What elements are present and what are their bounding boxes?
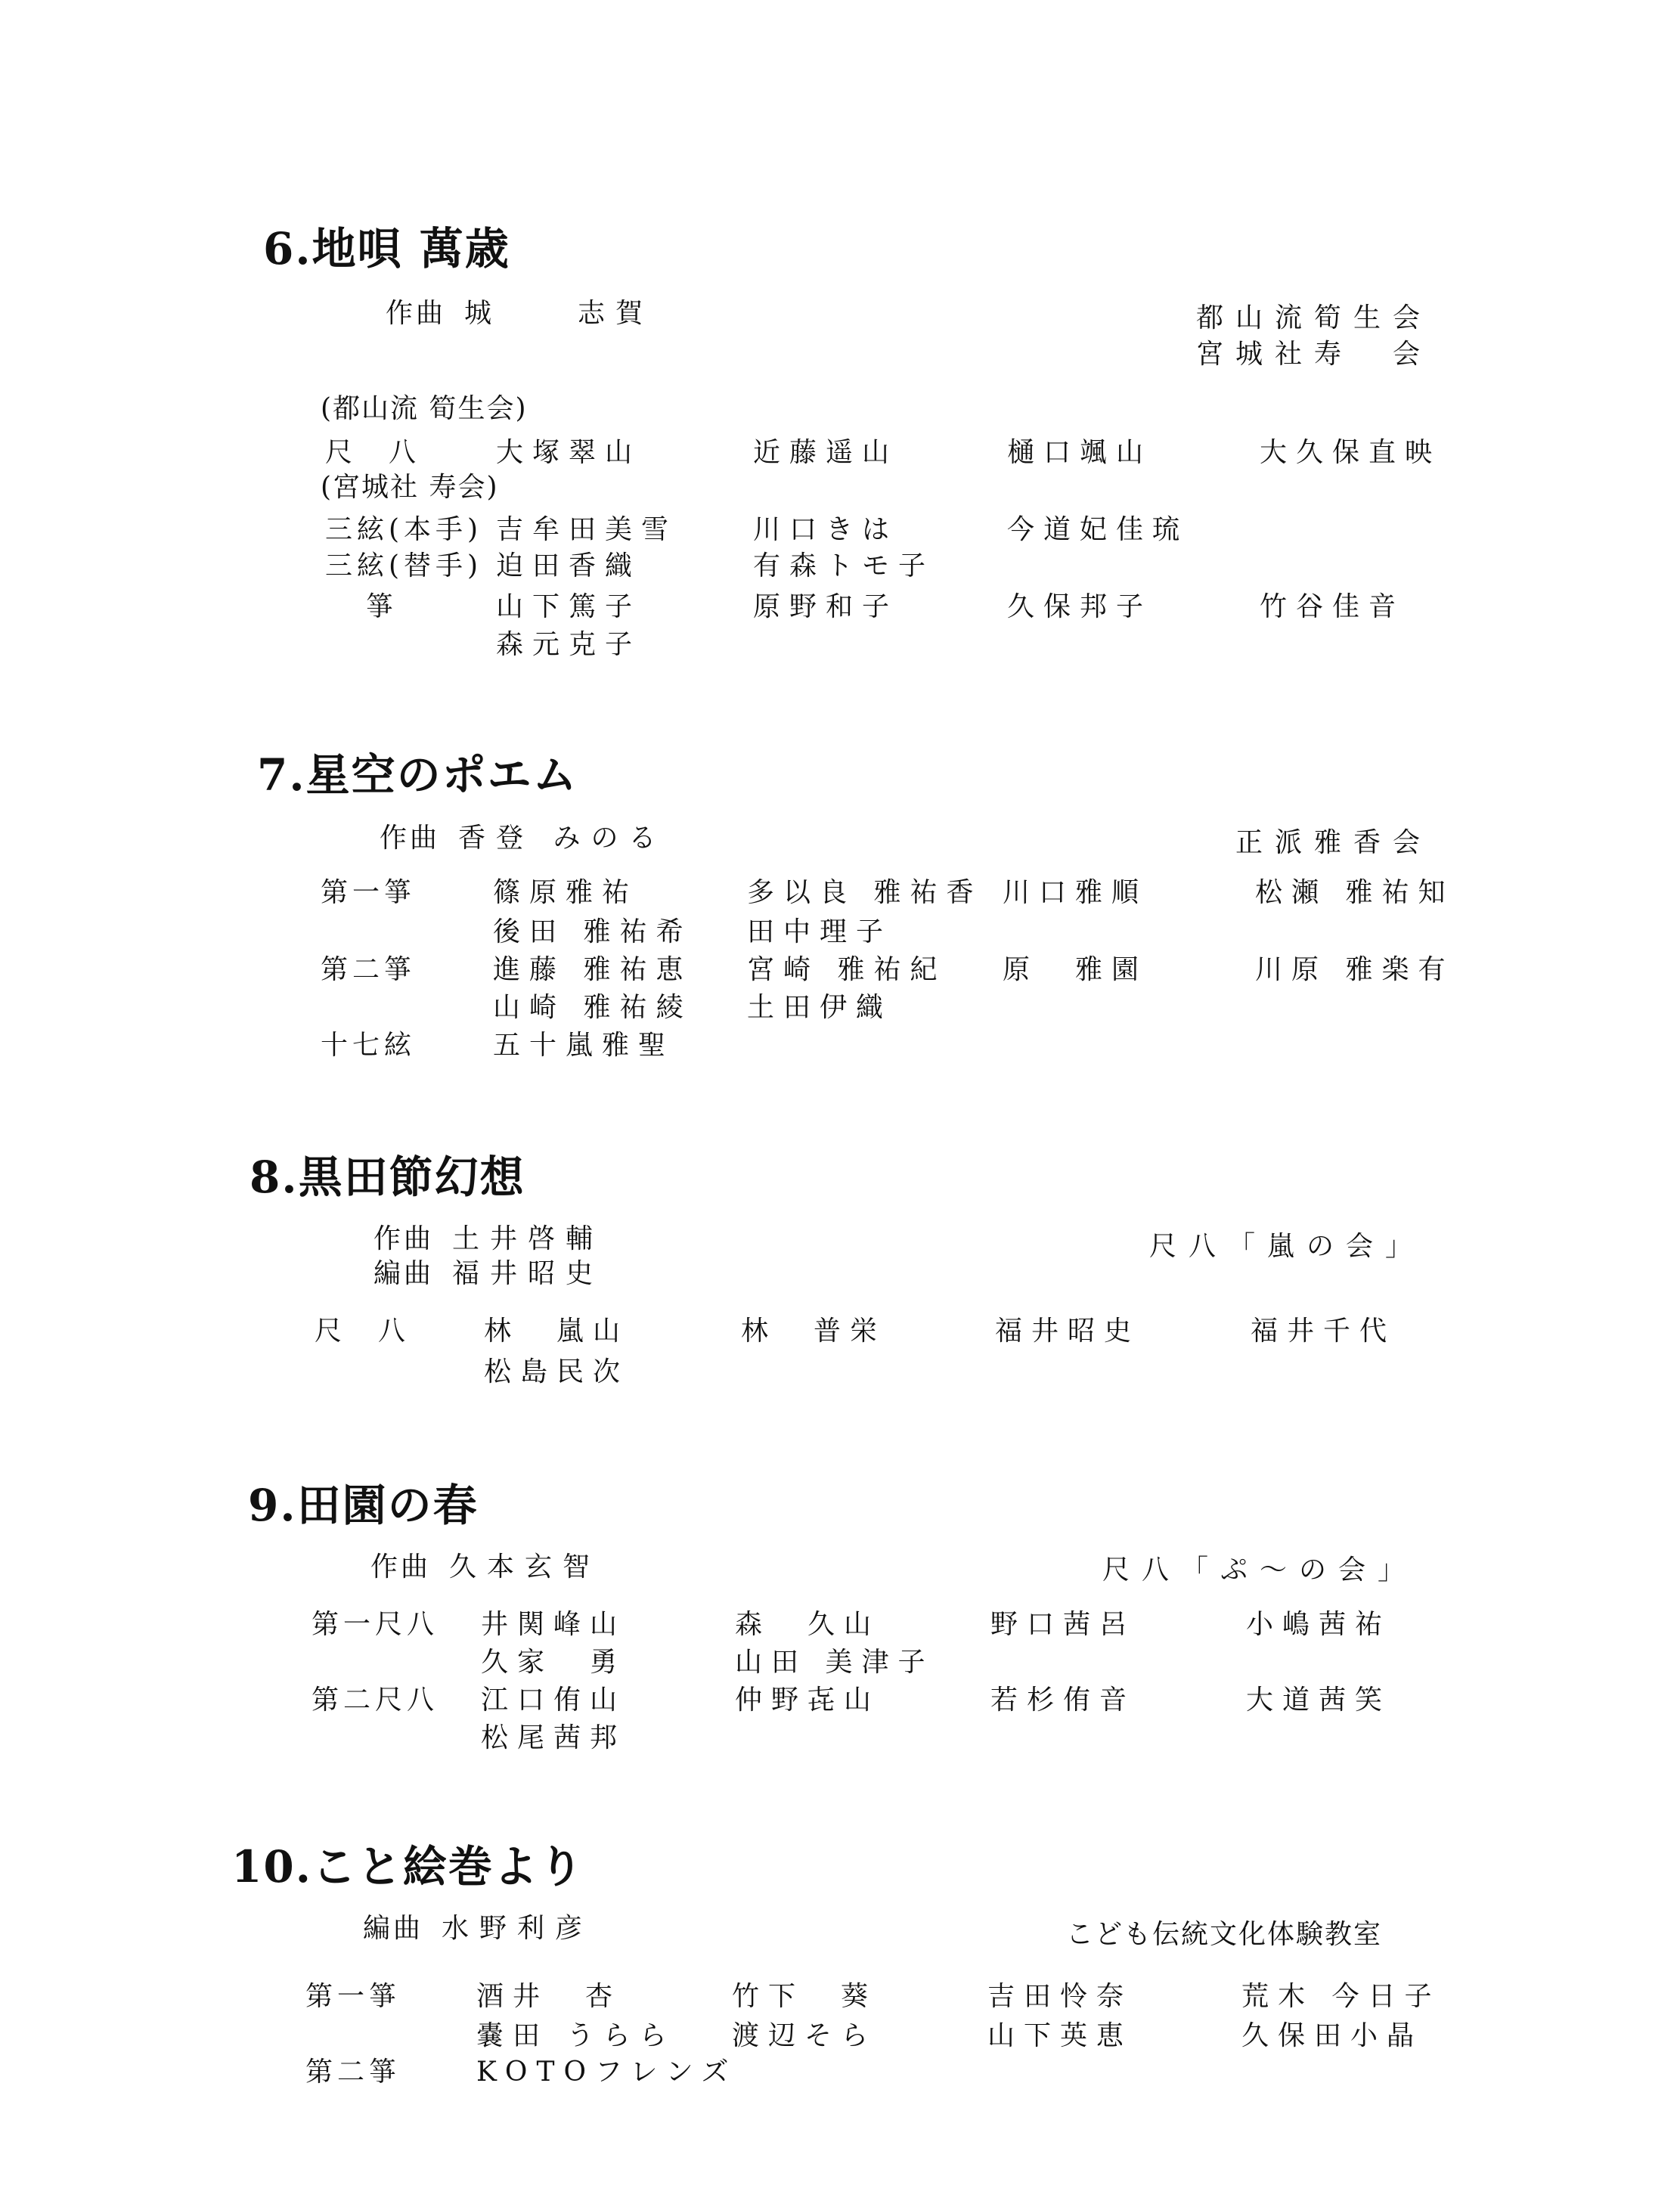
group-name: 都山流筍生会 <box>1195 302 1432 333</box>
part-label: 三絃(替手) <box>325 550 483 581</box>
performer-name: 進藤 雅祐恵 <box>493 954 693 985</box>
performer-name: 林 嵐山 <box>484 1316 630 1347</box>
program-number: 7. <box>257 749 306 801</box>
program-title <box>231 1831 584 1895</box>
performer-name: 後田 雅祐希 <box>493 916 693 947</box>
performer-name: 松島民次 <box>484 1356 630 1387</box>
performer-name: 森元克子 <box>496 629 642 660</box>
program-title <box>248 1470 479 1533</box>
performer-name: 久保田小晶 <box>1241 2020 1424 2051</box>
performer-row <box>0 2051 1680 2088</box>
performer-name: 渡辺そら <box>732 2020 878 2051</box>
performer-name: 竹下 葵 <box>732 1981 878 2012</box>
performer-name: 原野和子 <box>753 591 899 622</box>
group-name: 宮城社寿 会 <box>1195 339 1432 370</box>
performer-name: 迫田香織 <box>496 550 642 581</box>
performer-name: 久保邦子 <box>1007 591 1153 622</box>
group-name: 尺八「ぷ～の会」 <box>1102 1555 1417 1586</box>
group-name: 尺八「嵐の会」 <box>1148 1231 1424 1262</box>
performer-name: 近藤遥山 <box>753 437 899 468</box>
performer-name: 久家 勇 <box>481 1647 627 1678</box>
performer-row <box>0 986 1680 1024</box>
part-label: 第一箏 <box>305 1981 401 2012</box>
part-label: 第一尺八 <box>312 1609 439 1640</box>
part-label: 第二尺八 <box>312 1685 439 1716</box>
performer-name: 宮崎 雅祐紀 <box>747 954 947 985</box>
performer-name: 松尾茜邦 <box>481 1722 627 1753</box>
credit-name: 水野利彦 <box>442 1913 594 1944</box>
performing-groups <box>1235 821 1432 857</box>
performer-name: 多以良 雅祐香 <box>747 877 983 908</box>
performer-row <box>0 1716 1680 1754</box>
performer-name: 酒井 杏 <box>476 1981 622 2012</box>
part-label: 尺 八 <box>325 437 421 468</box>
performer-name: 大道茜笑 <box>1246 1685 1392 1716</box>
performing-groups <box>1102 1548 1417 1585</box>
performer-name: KOTOフレンズ <box>476 2057 738 2088</box>
credit-name: 久本玄智 <box>449 1551 601 1582</box>
performer-name: 荒木 今日子 <box>1241 1981 1441 2012</box>
performer-name: 樋口颯山 <box>1007 437 1153 468</box>
performer-row <box>0 1641 1680 1679</box>
arranger-credit <box>363 1907 593 1945</box>
composer-credit <box>386 292 653 330</box>
performer-name: 井関峰山 <box>481 1609 627 1640</box>
program-number: 10. <box>231 1841 312 1892</box>
performer-row <box>0 1310 1680 1347</box>
part-label: 第一箏 <box>321 877 417 908</box>
performer-row <box>0 1603 1680 1641</box>
credit-role: 作曲 <box>380 823 441 854</box>
performing-groups <box>1149 1225 1424 1261</box>
performer-name: 篠原雅祐 <box>493 877 639 908</box>
performer-row <box>0 431 1680 469</box>
performer-name: 川原 雅楽有 <box>1255 954 1455 985</box>
performer-row <box>0 623 1680 661</box>
performer-row <box>0 1024 1680 1062</box>
program-title <box>257 739 578 803</box>
performer-name: 野口茜呂 <box>990 1609 1136 1640</box>
performer-name: 森 久山 <box>735 1609 881 1640</box>
part-label: 第二箏 <box>321 954 417 985</box>
performer-row <box>0 871 1680 909</box>
performer-name: 嚢田 うらら <box>476 2020 676 2051</box>
program-title <box>263 213 510 277</box>
performer-name: 福井昭史 <box>995 1316 1141 1347</box>
performer-name: 山下篤子 <box>496 591 642 622</box>
program-number: 9. <box>248 1480 297 1531</box>
program-name: 星空のポエム <box>305 749 578 801</box>
group-name: こども伝統文化体験教室 <box>1065 1919 1382 1950</box>
performer-name: 山田 美津子 <box>735 1647 935 1678</box>
credit-role: 作曲 <box>370 1551 432 1582</box>
performer-name: 原 雅園 <box>1003 954 1148 985</box>
performer-name: 川口きは <box>753 514 899 545</box>
program-name: 地唄 萬歳 <box>312 223 510 274</box>
group-name: 正派雅香会 <box>1235 827 1432 858</box>
program-name: 黒田節幻想 <box>298 1152 525 1203</box>
performer-name: 川口雅順 <box>1003 877 1148 908</box>
performer-name: 松瀬 雅祐知 <box>1255 877 1455 908</box>
performer-row <box>0 544 1680 582</box>
performer-row <box>0 948 1680 986</box>
performer-name: 今道妃佳琉 <box>1007 514 1189 545</box>
program-title <box>250 1142 525 1205</box>
credit-role: 編曲 <box>374 1258 435 1289</box>
part-label: 第二箏 <box>305 2057 401 2088</box>
performer-name: 山崎 雅祐綾 <box>493 992 693 1023</box>
part-label: 三絃(本手) <box>325 514 483 545</box>
part-label: 尺 八 <box>315 1316 411 1347</box>
performer-name: 山下英恵 <box>987 2020 1133 2051</box>
credit-name: 福井昭史 <box>452 1258 604 1289</box>
performer-name: 土田伊織 <box>747 992 893 1023</box>
performer-name: 有森トモ子 <box>753 550 935 581</box>
section-heading: (都山流 筍生会) <box>321 393 528 424</box>
credit-name: 城 志賀 <box>464 298 654 329</box>
credit-role: 作曲 <box>386 298 447 329</box>
performer-name: 田中理子 <box>747 916 893 947</box>
part-label: 十七絃 <box>321 1030 417 1061</box>
performing-groups <box>1066 1913 1382 1949</box>
performer-name: 竹谷佳音 <box>1260 591 1406 622</box>
performer-row <box>0 1975 1680 2013</box>
part-label: 箏 <box>366 591 398 622</box>
program-name: 田園の春 <box>296 1480 479 1531</box>
composer-credit <box>370 1545 600 1584</box>
performer-row <box>0 2014 1680 2052</box>
program-name: こと絵巻より <box>312 1841 584 1892</box>
performer-name: 吉牟田美雪 <box>496 514 678 545</box>
performer-name: 江口侑山 <box>481 1685 627 1716</box>
performer-row <box>0 1350 1680 1388</box>
performer-name: 大塚翠山 <box>496 437 642 468</box>
program-number: 6. <box>263 223 312 274</box>
performer-name: 五十嵐雅聖 <box>493 1030 675 1061</box>
program-number: 8. <box>250 1152 299 1203</box>
composer-credit <box>374 1217 603 1256</box>
performer-row <box>0 508 1680 546</box>
performer-name: 小嶋茜祐 <box>1246 1609 1392 1640</box>
performer-name: 吉田怜奈 <box>987 1981 1133 2012</box>
performer-name: 大久保直映 <box>1260 437 1442 468</box>
performer-name: 林 普栄 <box>741 1316 887 1347</box>
credit-role: 編曲 <box>363 1913 424 1944</box>
composer-credit <box>380 817 666 855</box>
performer-row <box>0 1679 1680 1716</box>
performer-name: 仲野㐂山 <box>735 1685 881 1716</box>
performing-groups <box>1196 296 1432 369</box>
performer-row <box>0 910 1680 948</box>
arranger-credit <box>374 1252 603 1291</box>
section-heading: (宮城社 寿会) <box>321 472 499 503</box>
performer-name: 若杉侑音 <box>990 1685 1136 1716</box>
credit-name: 香登 みのる <box>458 823 667 854</box>
performer-row <box>0 585 1680 623</box>
credit-role: 作曲 <box>374 1223 435 1254</box>
credit-name: 土井啓輔 <box>452 1223 604 1254</box>
performer-name: 福井千代 <box>1251 1316 1396 1347</box>
